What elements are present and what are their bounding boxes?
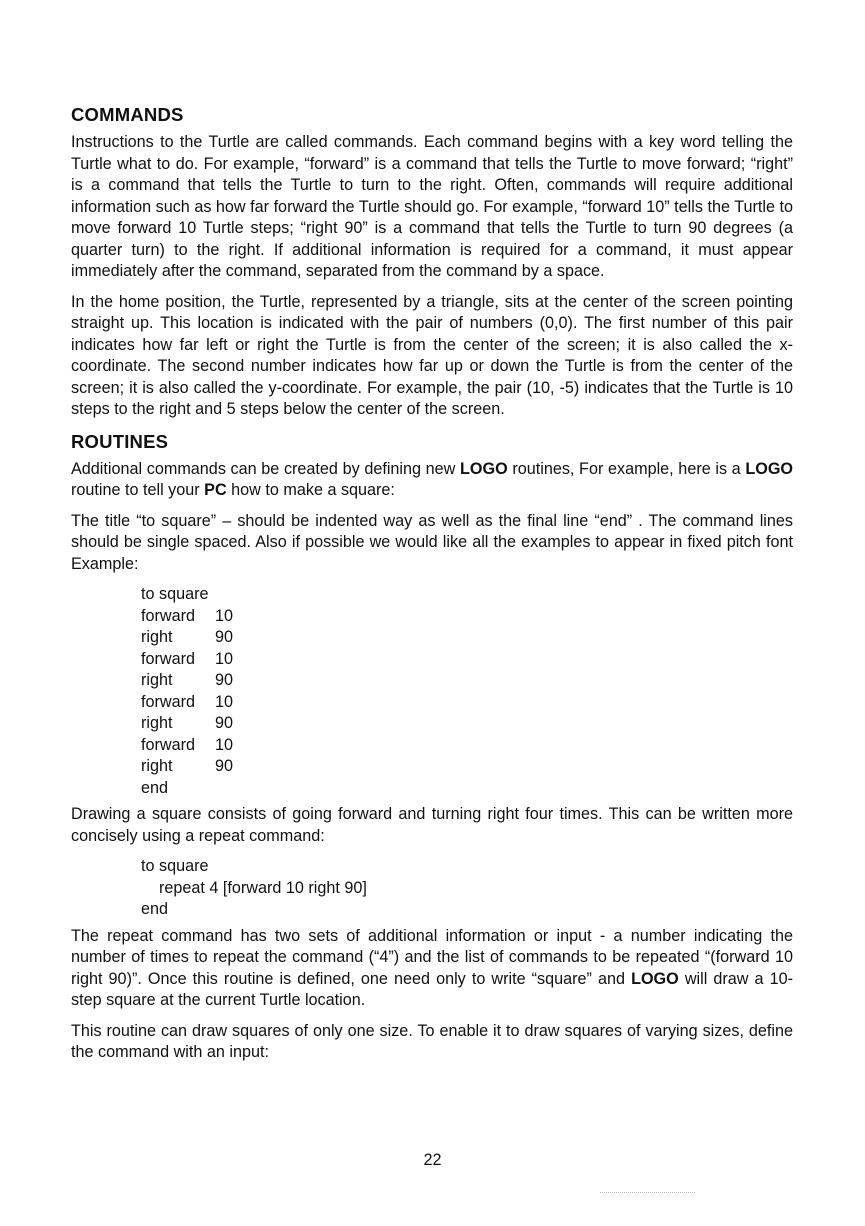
routines-heading: ROUTINES: [71, 430, 169, 452]
code-command: right: [141, 714, 173, 732]
code-line: [141, 713, 793, 735]
scan-artifact: [600, 1192, 695, 1193]
code-end: end: [141, 900, 169, 918]
code-command: forward: [141, 692, 195, 711]
code-command: right: [141, 628, 173, 646]
text-span: Additional commands can be created by defining new: [71, 459, 461, 478]
commands-paragraph-1: Instructions to the Turtle are called commands. Each command begins with a key word telling the Turtle what to do. For example, “forward” is a command that tells the Turtle to move forward; “right” is a command that tells the Turtle to turn to the right. Often, commands will require additional information such as how far forward the Turtle should go. For example, “forward 10” tells the Turtle to move forward 10 Turtle steps; “right 90” is a command that tells the Turtle to turn 90 degrees (a quarter turn) to the right. If additional information is required for a command, it must appear immediately after the command, separated from the command by a space.: [71, 133, 793, 280]
logo-keyword: LOGO: [460, 459, 508, 478]
code-arg: 10: [215, 606, 234, 625]
code-example-square: [141, 584, 793, 799]
code-line: repeat 4 [forward 10 right 90]: [159, 878, 367, 897]
commands-paragraph-2: In the home position, the Turtle, represented by a triangle, sits at the center of the screen pointing straight up. This location is indicated with the pair of numbers (0,0). The first number of this pair indicates how far left or right the Turtle is from the center of the screen; it is also called the x-coordinate. The second number indicates how far up or down the Turtle is from the center of the screen; it is also called the y-coordinate. For example, the pair (10, -5) indicates that the Turtle is 10 steps to the right and 5 steps below the center of the screen.: [71, 292, 793, 418]
page-content: [71, 103, 793, 1073]
pc-keyword: PC: [204, 481, 227, 499]
code-arg: 90: [215, 714, 234, 732]
text-span: routines, For example, here is a: [507, 459, 746, 478]
code-line: [141, 606, 793, 628]
code-title: to square: [141, 585, 209, 603]
code-command: right: [141, 671, 173, 689]
page-number: 22: [423, 1151, 442, 1169]
code-title: to square: [141, 857, 209, 875]
code-line: [141, 692, 793, 714]
routines-paragraph-3: Drawing a square consists of going forward and turning right four times. This can be written more concisely using a repeat command:: [71, 805, 793, 845]
code-line: [141, 670, 793, 692]
code-command: right: [141, 757, 173, 775]
routines-paragraph-1: [71, 459, 793, 502]
code-command: forward: [141, 606, 195, 625]
code-arg: 90: [215, 628, 234, 646]
code-end: end: [141, 778, 169, 797]
text-span: routine to tell your: [71, 481, 205, 499]
code-command: forward: [141, 649, 195, 668]
routines-paragraph-4: [71, 926, 793, 1012]
logo-keyword: LOGO: [745, 459, 794, 478]
code-example-repeat: [141, 856, 793, 921]
code-arg: 10: [215, 649, 234, 668]
code-arg: 10: [215, 692, 234, 711]
commands-heading: COMMANDS: [71, 104, 184, 125]
routines-paragraph-5: This routine can draw squares of only one size. To enable it to draw squares of varying sizes, define the command with an input:: [71, 1021, 793, 1061]
text-span: The repeat command has two sets of additional information or input - a number indicating the number of times to repeat the command (“4”) and the list of commands to be repeated “(forward 10 right 90)”. Once this routine is defined, one need only to write “square” and: [71, 926, 793, 988]
text-span: how to make a square:: [226, 481, 395, 499]
text-span: will draw a 10-step square at the current Turtle location.: [71, 969, 793, 1009]
routines-paragraph-2: The title “to square” – should be indented way as well as the final line “end” . The command lines should be single spaced. Also if possible we would like all the examples to appear in fixed pitch font Example:: [71, 511, 793, 573]
code-arg: 10: [215, 735, 234, 754]
code-arg: 90: [215, 671, 234, 689]
code-line: [141, 649, 793, 671]
code-line: [141, 735, 793, 757]
code-line: [141, 756, 793, 778]
logo-keyword: LOGO: [631, 969, 679, 988]
code-command: forward: [141, 735, 195, 754]
code-line: [141, 627, 793, 649]
code-arg: 90: [215, 757, 234, 775]
